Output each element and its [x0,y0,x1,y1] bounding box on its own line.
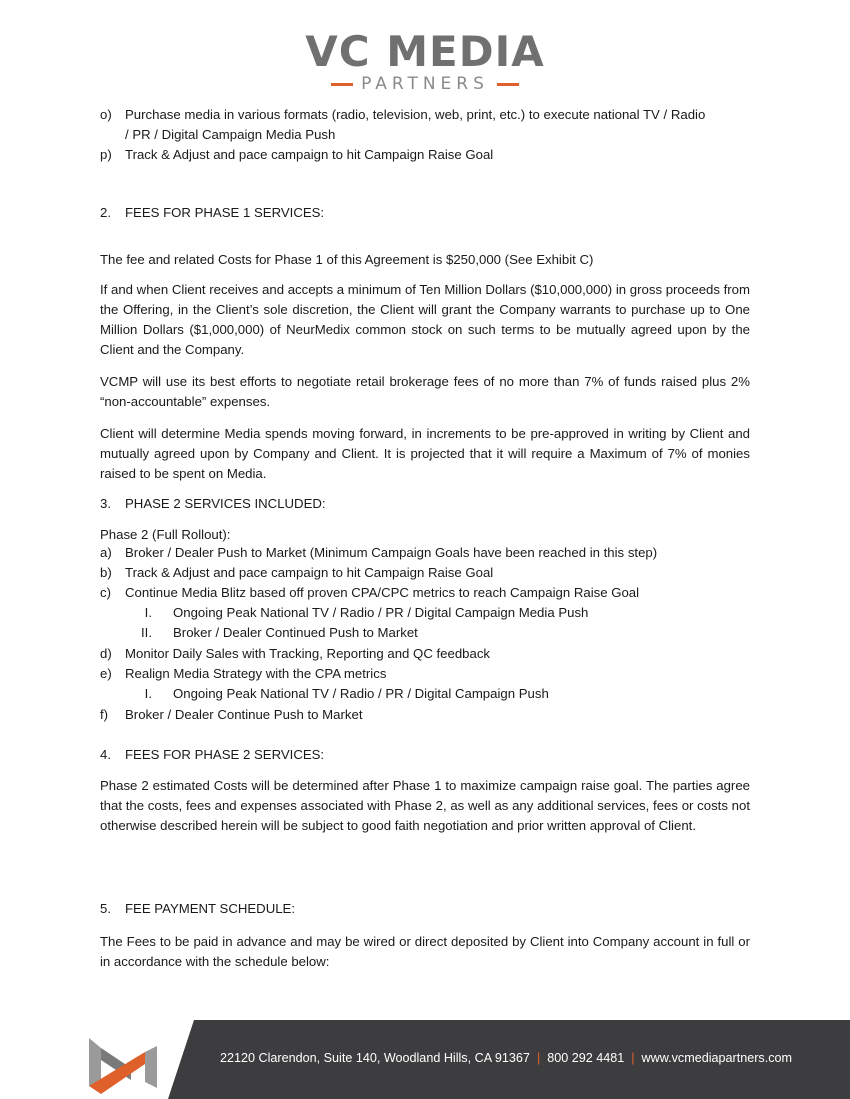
list-item [100,644,490,664]
paragraph: If and when Client receives and accepts a minimum of Ten Million Dollars ($10,000,000) in gross proceeds from the Offering, in the Client’s sole discretion, the Client will grant the Company warrants to purchase up to One Million Dollars ($1,000,000) of NeurMedix common stock on such terms to be mutually agreed upon by the Client and the Company. [100,282,750,357]
logo-subtitle [0,74,850,94]
list-text: Ongoing Peak National TV / Radio / PR / Digital Campaign Push [173,686,549,701]
section-number: 3. [100,496,111,511]
list-item [100,583,639,603]
list-item [100,543,657,563]
footer-separator: | [536,1051,541,1065]
list-marker: e) [100,666,112,681]
list-item-continuation [125,125,335,145]
list-item [100,105,705,125]
list-marker: b) [100,565,112,580]
company-logo [0,27,850,94]
section-heading [100,745,324,765]
list-marker: c) [100,585,111,600]
footer-separator: | [631,1051,635,1065]
footer-website: www.vcmediapartners.com [641,1051,793,1065]
logo-dash-right [497,83,519,86]
footer-phone: 800 292 4481 [547,1051,625,1065]
footer-address: 22120 Clarendon, Suite 140, Woodland Hills, CA 91367 [220,1051,530,1065]
section-title: FEES FOR PHASE 2 SERVICES: [125,747,325,762]
paragraph: VCMP will use its best efforts to negotiate retail brokerage fees of no more than 7% of funds raised plus 2% “non-accountable” expenses. [100,374,750,409]
list-marker: p) [100,147,112,162]
list-item [100,145,493,165]
section-title: PHASE 2 SERVICES INCLUDED: [125,496,326,511]
section-number: 2. [100,205,111,220]
section-title: FEE PAYMENT SCHEDULE: [125,901,296,916]
list-text: Continue Media Blitz based off proven CPA/CPC metrics to reach Campaign Raise Goal [125,585,640,600]
list-text: Ongoing Peak National TV / Radio / PR / Digital Campaign Media Push [173,605,589,620]
sub-list-marker: I. [144,686,152,701]
section-number: 4. [100,747,111,762]
list-marker: f) [100,707,109,722]
list-text: Broker / Dealer Push to Market (Minimum Campaign Goals have been reached in this step) [125,545,658,560]
list-text: Broker / Dealer Continue Push to Market [125,707,363,722]
list-item [100,563,493,583]
list-text: Track & Adjust and pace campaign to hit Campaign Raise Goal [125,565,494,580]
footer-logo-icon [87,1028,159,1094]
sub-list-item [126,603,588,623]
logo-sub-text: PARTNERS [361,74,489,94]
paragraph: The Fees to be paid in advance and may be wired or direct deposited by Client into Company account in full or in accordance with the schedule below: [100,934,750,969]
list-text: Purchase media in various formats (radio, television, web, print, etc.) to execute national TV / Radio [125,107,706,122]
list-item [100,705,363,725]
sub-list-marker: II. [141,625,152,640]
footer-contact [220,1051,792,1065]
list-marker: d) [100,646,112,661]
list-text: Track & Adjust and pace campaign to hit Campaign Raise Goal [125,147,494,162]
list-item [100,664,386,684]
section-heading [100,494,326,514]
sub-list-item [126,623,418,643]
section-heading [100,203,324,223]
logo-main-text: VC MEDIA [305,27,545,76]
paragraph: Phase 2 estimated Costs will be determined after Phase 1 to maximize campaign raise goal. The parties agree that the costs, fees and expenses associated with Phase 2, as well as any additional services, fees or costs not otherwise described herein will be subject to good faith negotiation and prior written approval of Client. [100,778,750,833]
logo-dash-left [331,83,353,86]
fee-amount: $250,000 (See Exhibit C) [446,252,594,267]
list-text: Monitor Daily Sales with Tracking, Reporting and QC feedback [125,646,491,661]
sub-list-marker: I. [144,605,152,620]
section-heading [100,899,295,919]
section-subtitle: Phase 2 (Full Rollout): [100,527,231,542]
paragraph: Client will determine Media spends moving forward, in increments to be pre-approved in writing by Client and mutually agreed upon by Company and Client. It is projected that it will require a Maximum of 7% of monies raised to be spent on Media. [100,426,750,481]
section-number: 5. [100,901,111,916]
page-footer [0,1020,850,1099]
fee-line [100,250,750,270]
list-text: / PR / Digital Campaign Media Push [125,127,336,142]
list-marker: a) [100,545,112,560]
list-text: Realign Media Strategy with the CPA metrics [125,666,387,681]
sub-list-item [126,684,549,704]
list-text: Broker / Dealer Continued Push to Market [173,625,418,640]
list-marker: o) [100,107,112,122]
section-title: FEES FOR PHASE 1 SERVICES: [125,205,325,220]
fee-line-text: The fee and related Costs for Phase 1 of this Agreement is [100,252,443,267]
